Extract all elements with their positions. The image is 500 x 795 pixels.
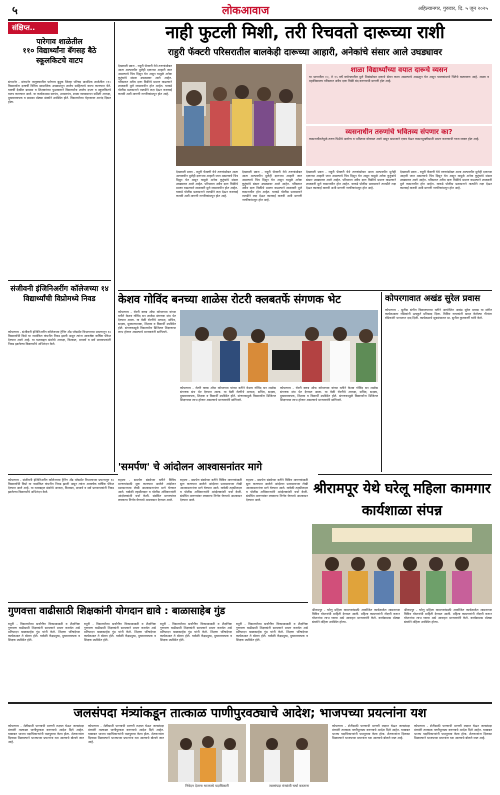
gunvatta-body: राहुरी - विद्यार्थ्यांच्या सर्वांगीण विकासासाठी व शैक्षणिक गुणवत्ता वाढीसाठी शिक्षकांनी सातत्याने प्रयत्न करावेत असे प्रतिपादन बाळासाहेब गुंड यांनी केले. शिक्षण परिषदेच्या कार्यक्रमात ते बोलत होते. यावेळी केंद्रप्रमुख, मुख्याध्यापक व शिक्षक उपस्थित होते. <box>8 622 80 642</box>
lead-photo-image <box>176 64 302 166</box>
lead-subheadline: राहुरी फॅक्टरी परिसरातील बालकेही दारूच्या आहारी, अनेकांचे संसार आले उघड्यावर <box>167 48 443 58</box>
bottom-body: कोपरगाव - शेतीसाठी पाण्याची मागणी लक्षात घेऊन जलसंपदा मंत्र्यांनी तात्काळ पाणीपुरवठा करण्याचे आदेश दिले आहेत. याबाबत भाजप पदाधिकाऱ्यांनी पाठपुरावा केला होता. शेतकऱ्यांना दिलासा मिळाल्याने भाजपच्या प्रयत्नांना यश आल्याचे बोलले जात आहे. <box>8 724 84 744</box>
story2-headline: संजीवनी इंजिनिअरींग कॉलेजच्या १४ विद्यार्थ्यांची विप्रोमध्ये निवड <box>10 284 109 303</box>
story1-body: संगमनेर - संगमनेर तालुक्यातील पारेगाव बुद्रुक जिल्हा परिषद प्राथमिक शाळेतील ११० विद्यार्थ्यांना दरवर्षी विविध सामाजिक उपक्रमांतून शालेय साहित्याचे वाटप करण्यात येते. यावर्षी देखील ग्रामस्थ व शिक्षकांच्या पुढाकाराने विद्यार्थ्यांना शालेय दप्तर व स्कूलकिटचे वाटप करण्यात आले. या कार्यक्रमास सरपंच, उपसरपंच, शाळा व्यवस्थापन समिती अध्यक्ष, मुख्याध्यापक व ग्रामस्थ मोठ्या संख्येने उपस्थित होते. विद्यार्थ्यांच्या चेहऱ्यावर आनंद दिसत होता. <box>8 80 111 104</box>
bottom-photo-1 <box>168 724 246 782</box>
edition-line: अहिल्यानगर, गुरुवार, दि. ५ जून २०२५ <box>418 6 488 12</box>
bottom-photo-2-image <box>250 724 328 782</box>
andolan-body: राहाता - समर्पण संस्थेच्या वतीने विविध मागण्यांसाठी सुरू करण्यात आलेले आंदोलन प्रशासनाच्या लेखी आश्वासनानंतर मागे घेण्यात आले. यावेळी तहसीलदार व पोलीस अधिकाऱ्यांनी आंदोलकांशी चर्चा केली. संबंधित मागण्यांवर लवकरच निर्णय घेण्याचे आश्वासन देण्यात आले. <box>118 478 176 502</box>
shrirampur-body-col2: श्रीरामपूर - घरेलू महिला कामगारांसाठी आयोजित कार्यशाळेत शासनाच्या विविध योजनांची माहिती देण्यात आली. महिला कामगारांनी नोंदणी करून योजनांचा लाभ घ्यावा असे आवाहन मान्यवरांनी केले. कार्यक्रमास मोठ्या संख्येने महिला उपस्थित होत्या. <box>404 608 492 624</box>
lead-body-col2: देवळाली प्रवरा - राहुरी फॅक्टरी येथे तरुणांसोबत आता अल्पवयीन मुलेही दारूच्या आहारी जात असल्याचे चित्र दिसून येत असून यामुळे अनेक कुटुंबांचे संसार उघड्यावर आले आहेत. परिसरात अवैध दारू विक्रीचे प्रमाण वाढल्याने शाळकरी मुले व्यसनाधीन होत आहेत. याकडे पोलीस प्रशासनाने तातडीने लक्ष देऊन कारवाई करावी अशी मागणी नागरिकांमधून होत आहे. <box>176 170 238 198</box>
bottom-body-col3: कोपरगाव - शेतीसाठी पाण्याची मागणी लक्षात घेऊन जलसंपदा मंत्र्यांनी तात्काळ पाणीपुरवठा करण्याचे आदेश दिले आहेत. याबाबत भाजप पदाधिकाऱ्यांनी पाठपुरावा केला होता. शेतकऱ्यांना दिलासा मिळाल्याने भाजपच्या प्रयत्नांना यश आल्याचे बोलले जात आहे. <box>332 724 410 740</box>
lead-body-col5: देवळाली प्रवरा - राहुरी फॅक्टरी येथे तरुणांसोबत आता अल्पवयीन मुलेही दारूच्या आहारी जात असल्याचे चित्र दिसून येत असून यामुळे अनेक कुटुंबांचे संसार उघड्यावर आले आहेत. परिसरात अवैध दारू विक्रीचे प्रमाण वाढल्याने शाळकरी मुले व्यसनाधीन होत आहेत. याकडे पोलीस प्रशासनाने तातडीने लक्ष देऊन कारवाई करावी अशी मागणी नागरिकांमधून होत आहे. <box>400 170 492 190</box>
kesh-body-col2: कोपरगाव - रोटरी क्लब ऑफ कोपरगाव यांच्या वतीने केशव गोविंद बन शाळेस संगणक संच भेट देण्यात आला. या वेळी रोटरीचे अध्यक्ष, सचिव, सदस्य, मुख्याध्यापक, शिक्षक व विद्यार्थी उपस्थित होते. संगणकामुळे विद्यार्थ्यांना डिजिटल शिक्षणाचा लाभ होणार असल्याचे मान्यवरांनी सांगितले. <box>180 386 276 402</box>
bottom-body-col4: कोपरगाव - शेतीसाठी पाण्याची मागणी लक्षात घेऊन जलसंपदा मंत्र्यांनी तात्काळ पाणीपुरवठा करण्याचे आदेश दिले आहेत. याबाबत भाजप पदाधिकाऱ्यांनी पाठपुरावा केला होता. शेतकऱ्यांना दिलासा मिळाल्याने भाजपच्या प्रयत्नांना यश आल्याचे बोलले जात आहे. <box>414 724 492 740</box>
shrirampur-headline: श्रीरामपूर येथे घरेलू महिला कामगार कार्यशाळा संपन्न <box>313 481 491 519</box>
lead-body-col3: देवळाली प्रवरा - राहुरी फॅक्टरी येथे तरुणांसोबत आता अल्पवयीन मुलेही दारूच्या आहारी जात असल्याचे चित्र दिसून येत असून यामुळे अनेक कुटुंबांचे संसार उघड्यावर आले आहेत. परिसरात अवैध दारू विक्रीचे प्रमाण वाढल्याने शाळकरी मुले व्यसनाधीन होत आहेत. याकडे पोलीस प्रशासनाने तातडीने लक्ष देऊन कारवाई करावी अशी मागणी नागरिकांमधून होत आहे. <box>242 170 302 202</box>
lead-headline: नाही फुटली मिशी, तरी रिचवतो दारूच्या राशी <box>165 23 445 43</box>
page-number: ५ <box>12 4 18 17</box>
lead-bottom-rule <box>118 290 492 291</box>
lead-body-col4: देवळाली प्रवरा - राहुरी फॅक्टरी येथे तरुणांसोबत आता अल्पवयीन मुलेही दारूच्या आहारी जात असल्याचे चित्र दिसून येत असून यामुळे अनेक कुटुंबांचे संसार उघड्यावर आले आहेत. परिसरात अवैध दारू विक्रीचे प्रमाण वाढल्याने शाळकरी मुले व्यसनाधीन होत आहेत. याकडे पोलीस प्रशासनाने तातडीने लक्ष देऊन कारवाई करावी अशी मागणी नागरिकांमधून होत आहे. <box>306 170 396 190</box>
kesh-headline: केशव गोविंद बनच्या शाळेस रोटरी क्लबतर्फे संगणक भेट <box>118 293 341 306</box>
gunvatta-headline: गुणवत्ता वाढीसाठी शिक्षकांनी योगदान द्यावे : बाळासाहेब गुंड <box>8 606 226 617</box>
section-tag: संक्षिप्त.. <box>8 22 58 34</box>
lead-box-title: शाळा विद्यार्थ्यांच्या वयात दारूचे व्यसन <box>350 66 448 74</box>
masthead-rule <box>8 19 492 21</box>
kopar-vertical-rule <box>381 292 382 472</box>
bottom-photo-1-image <box>168 724 246 782</box>
gunvatta-top-rule <box>8 602 308 603</box>
andolan-body-col2: राहाता - समर्पण संस्थेच्या वतीने विविध मागण्यांसाठी सुरू करण्यात आलेले आंदोलन प्रशासनाच्या लेखी आश्वासनानंतर मागे घेण्यात आले. यावेळी तहसीलदार व पोलीस अधिकाऱ्यांनी आंदोलकांशी चर्चा केली. संबंधित मागण्यांवर लवकरच निर्णय घेण्याचे आश्वासन देण्यात आले. <box>180 478 242 502</box>
kesh-body-col3: कोपरगाव - रोटरी क्लब ऑफ कोपरगाव यांच्या वतीने केशव गोविंद बन शाळेस संगणक संच भेट देण्यात आला. या वेळी रोटरीचे अध्यक्ष, सचिव, सदस्य, मुख्याध्यापक, शिक्षक व विद्यार्थी उपस्थित होते. संगणकामुळे विद्यार्थ्यांना डिजिटल शिक्षणाचा लाभ होणार असल्याचे मान्यवरांनी सांगितले. <box>280 386 378 402</box>
kesh-photo <box>180 310 378 382</box>
lead-photo <box>176 64 302 166</box>
left-column <box>8 22 111 472</box>
kesh-photo-image <box>180 310 378 382</box>
andolan-headline: 'समर्पण' चे आंदोलन आश्वासनांतर मागे <box>118 460 318 476</box>
lead-info-box-2 <box>306 126 492 166</box>
gunvatta-body-col4: राहुरी - विद्यार्थ्यांच्या सर्वांगीण विकासासाठी व शैक्षणिक गुणवत्ता वाढीसाठी शिक्षकांनी सातत्याने प्रयत्न करावेत असे प्रतिपादन बाळासाहेब गुंड यांनी केले. शिक्षण परिषदेच्या कार्यक्रमात ते बोलत होते. यावेळी केंद्रप्रमुख, मुख्याध्यापक व शिक्षक उपस्थित होते. <box>236 622 308 642</box>
bottom-body-col2: कोपरगाव - शेतीसाठी पाण्याची मागणी लक्षात घेऊन जलसंपदा मंत्र्यांनी तात्काळ पाणीपुरवठा करण्याचे आदेश दिले आहेत. याबाबत भाजप पदाधिकाऱ्यांनी पाठपुरावा केला होता. शेतकऱ्यांना दिलासा मिळाल्याने भाजपच्या प्रयत्नांना यश आल्याचे बोलले जात आहे. <box>88 724 164 744</box>
bottom-photo-2 <box>250 724 328 782</box>
logo: लोकआवाज <box>222 4 270 17</box>
lead-info-box <box>306 64 492 124</box>
story1-kicker: पारेगाव शाळेतील <box>36 37 83 46</box>
lead-body: देवळाली प्रवरा - राहुरी फॅक्टरी येथे तरुणांसोबत आता अल्पवयीन मुलेही दारूच्या आहारी जात असल्याचे चित्र दिसून येत असून यामुळे अनेक कुटुंबांचे संसार उघड्यावर आले आहेत. परिसरात अवैध दारू विक्रीचे प्रमाण वाढल्याने शाळकरी मुले व्यसनाधीन होत आहेत. याकडे पोलीस प्रशासनाने तातडीने लक्ष देऊन कारवाई करावी अशी मागणी नागरिकांमधून होत आहे. <box>118 64 172 96</box>
masthead <box>0 0 500 20</box>
bottom-headline: जलसंपदा मंत्र्यांकडून तात्काळ पाणीपुरवठ्याचे आदेश; भाजपच्या प्रयत्नांना यश <box>73 705 427 720</box>
bottom-caption-2: जलसंपदा मंत्र्यांशी चर्चा करताना <box>268 784 310 788</box>
shrirampur-body: श्रीरामपूर - घरेलू महिला कामगारांसाठी आयोजित कार्यशाळेत शासनाच्या विविध योजनांची माहिती देण्यात आली. महिला कामगारांनी नोंदणी करून योजनांचा लाभ घ्यावा असे आवाहन मान्यवरांनी केले. कार्यक्रमास मोठ्या संख्येने महिला उपस्थित होत्या. <box>312 608 400 624</box>
lead-box2-title: व्यसनाधीन तरुणांचे भवितव्य संपणार का? <box>345 128 453 136</box>
left-divider <box>8 280 111 281</box>
left-lower-body: कोपरगाव - संजीवनी इंजिनिअरींग कॉलेजच्या ट्रेनिंग अँड प्लेसमेंट विभागाच्या प्रयत्नातून १४ विद्यार्थ्यांची विप्रो या नामांकित कंपनीत निवड झाली असून त्यांना आकर्षक वार्षिक पॅकेज देण्यात आले आहे. या यशाबद्दल संस्थेचे अध्यक्ष, विश्वस्त, प्राचार्य व सर्व प्राध्यापकांनी निवड झालेल्या विद्यार्थ्यांचे अभिनंदन केले. <box>8 478 114 494</box>
gunvatta-body-col3: राहुरी - विद्यार्थ्यांच्या सर्वांगीण विकासासाठी व शैक्षणिक गुणवत्ता वाढीसाठी शिक्षकांनी सातत्याने प्रयत्न करावेत असे प्रतिपादन बाळासाहेब गुंड यांनी केले. शिक्षण परिषदेच्या कार्यक्रमात ते बोलत होते. यावेळी केंद्रप्रमुख, मुख्याध्यापक व शिक्षक उपस्थित होते. <box>160 622 232 642</box>
shrirampur-photo <box>312 524 492 604</box>
lead-box-body: या भागातील १०, ते १५ वर्षे वयोगटातील मुले मित्रांसोबत दारूचे सेवन करत असल्याचे आढळून येत असून पालकांमध्ये चिंतेचे वातावरण आहे. शाळा व महाविद्यालय परिसरात अवैध दारू विक्री बंद करण्याची मागणी होत आहे. <box>309 75 489 83</box>
bottom-caption-1: निवेदन देताना भाजपचे पदाधिकारी <box>185 784 229 788</box>
story1-headline: ११० विद्यार्थ्यांना बॅगसह बैठे स्कूलकिटचे वाटप <box>22 46 97 65</box>
shrirampur-photo-image <box>312 524 492 604</box>
lead-box2-body: व्यसनाधीनतेमुळे तरुण पिढीचे आरोग्य व भवितव्य धोक्यात आले असून समाजाने एकत्र येऊन व्यसनमुक्तीसाठी प्रयत्न करण्याची गरज व्यक्त होत आहे. <box>309 137 480 141</box>
left-vertical-rule <box>114 22 115 472</box>
kopar-headline: कोपरगावात अखंड सुरेल प्रवास <box>385 294 481 304</box>
kesh-body: कोपरगाव - रोटरी क्लब ऑफ कोपरगाव यांच्या वतीने केशव गोविंद बन शाळेस संगणक संच भेट देण्यात आला. या वेळी रोटरीचे अध्यक्ष, सचिव, सदस्य, मुख्याध्यापक, शिक्षक व विद्यार्थी उपस्थित होते. संगणकामुळे विद्यार्थ्यांना डिजिटल शिक्षणाचा लाभ होणार असल्याचे मान्यवरांनी सांगितले. <box>118 310 176 334</box>
andolan-body-col3: राहाता - समर्पण संस्थेच्या वतीने विविध मागण्यांसाठी सुरू करण्यात आलेले आंदोलन प्रशासनाच्या लेखी आश्वासनानंतर मागे घेण्यात आले. यावेळी तहसीलदार व पोलीस अधिकाऱ्यांनी आंदोलकांशी चर्चा केली. संबंधित मागण्यांवर लवकरच निर्णय घेण्याचे आश्वासन देण्यात आले. <box>246 478 308 502</box>
story2-body: कोपरगाव - संजीवनी इंजिनिअरींग कॉलेजच्या ट्रेनिंग अँड प्लेसमेंट विभागाच्या प्रयत्नातून १४ विद्यार्थ्यांची विप्रो या नामांकित कंपनीत निवड झाली असून त्यांना आकर्षक वार्षिक पॅकेज देण्यात आले आहे. या यशाबद्दल संस्थेचे अध्यक्ष, विश्वस्त, प्राचार्य व सर्व प्राध्यापकांनी निवड झालेल्या विद्यार्थ्यांचे अभिनंदन केले. <box>8 330 111 346</box>
kopar-body: कोपरगाव - श्रुतीस संगीत विद्यालयाच्या वतीने आयोजित अखंड सुरेल प्रवास या संगीत कार्यक्रमाला रसिकांनी उत्स्फूर्त प्रतिसाद दिला. विविध गायकांनी सादर केलेल्या गीतांना रसिकांनी भरभरून दाद दिली. कार्यक्रमाचे सूत्रसंचालन प्रा. सुनील कुलकर्णी यांनी केले. <box>385 308 492 320</box>
gunvatta-body-col2: राहुरी - विद्यार्थ्यांच्या सर्वांगीण विकासासाठी व शैक्षणिक गुणवत्ता वाढीसाठी शिक्षकांनी सातत्याने प्रयत्न करावेत असे प्रतिपादन बाळासाहेब गुंड यांनी केले. शिक्षण परिषदेच्या कार्यक्रमात ते बोलत होते. यावेळी केंद्रप्रमुख, मुख्याध्यापक व शिक्षक उपस्थित होते. <box>84 622 156 642</box>
